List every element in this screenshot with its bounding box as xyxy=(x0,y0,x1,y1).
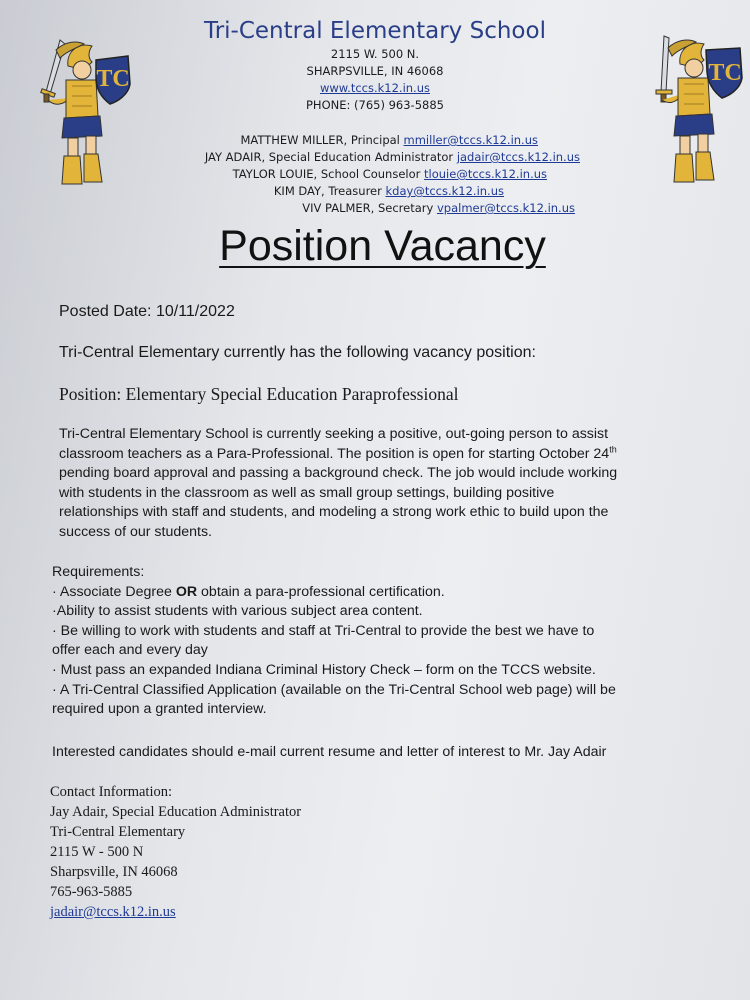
position-title: Position: Elementary Special Education Paraprofessional xyxy=(59,384,459,404)
page-title: Position Vacancy xyxy=(219,222,546,270)
school-city: SHARPSVILLE, IN 46068 xyxy=(306,64,444,78)
intro-text: Tri-Central Elementary currently has the following vacancy position: xyxy=(59,344,536,361)
contact-org: Tri-Central Elementary xyxy=(50,824,186,840)
staff-row: JAY ADAIR, Special Education Administrator jadair@tccs.k12.in.us xyxy=(204,150,580,164)
school-street: 2115 W. 500 N. xyxy=(330,47,420,61)
contact-phone: 765-963-5885 xyxy=(50,884,133,900)
helmet-icon xyxy=(668,40,704,77)
email-link[interactable]: vpalmer@tccs.k12.in.us xyxy=(436,201,575,215)
trojan-mascot-right xyxy=(646,34,744,190)
staff-row: TAYLOR LOUIE, School Counselor tlouie@tccs.k12.in.us xyxy=(232,167,547,181)
trojan-mascot-left xyxy=(36,36,134,192)
contact-email-link[interactable]: jadair@tccs.k12.in.us xyxy=(50,904,176,920)
shield-icon xyxy=(706,48,742,98)
school-name: Tri-Central Elementary School xyxy=(204,18,546,44)
email-link[interactable]: tlouie@tccs.k12.in.us xyxy=(424,167,547,181)
svg-text:TC: TC xyxy=(708,60,742,86)
list-item: required upon a granted interview. xyxy=(52,701,267,718)
list-item: · A Tri-Central Classified Application (available on the Tri-Central School web page) will be xyxy=(52,681,616,698)
school-phone: PHONE: (765) 963-5885 xyxy=(306,98,444,112)
email-link[interactable]: mmiller@tccs.k12.in.us xyxy=(403,133,538,147)
staff-row: MATTHEW MILLER, Principal mmiller@tccs.k12.in.us xyxy=(240,133,538,147)
contact-info xyxy=(50,782,301,922)
helmet-icon xyxy=(56,42,92,79)
contact-street: 2115 W - 500 N xyxy=(50,844,144,860)
list-item: · Must pass an expanded Indiana Criminal History Check – form on the TCCS website. xyxy=(52,661,596,678)
job-description: Tri-Central Elementary School is currently seeking a positive, out-going person to assist classroom teachers as a Para-Professional. The position is open for starting October 24th pending board approval and passing a background check. The job would include working with students in the classroom as well as small group settings, building positive relationships with staff and students, and modeling a strong work ethic to build upon the success of our students. xyxy=(59,426,618,540)
shield-icon xyxy=(96,56,130,104)
email-link[interactable]: jadair@tccs.k12.in.us xyxy=(456,150,580,164)
contact-name: Jay Adair, Special Education Administrator xyxy=(50,804,302,820)
list-item: ·Ability to assist students with various subject area content. xyxy=(52,603,423,620)
school-website-link[interactable]: www.tccs.k12.in.us xyxy=(320,81,430,95)
requirements-list xyxy=(52,563,616,720)
staff-row: KIM DAY, Treasurer kday@tccs.k12.in.us xyxy=(273,184,504,198)
staff-row: VIV PALMER, Secretary vpalmer@tccs.k12.in.us xyxy=(302,201,575,215)
closing-text: Interested candidates should e-mail current resume and letter of interest to Mr. Jay Adair xyxy=(52,744,607,760)
contact-title: Contact Information: xyxy=(50,784,173,800)
list-item: · Associate Degree OR obtain a para-professional certification. xyxy=(52,583,445,600)
email-link[interactable]: kday@tccs.k12.in.us xyxy=(385,184,504,198)
contact-city: Sharpsville, IN 46068 xyxy=(50,864,178,880)
requirements-title: Requirements: xyxy=(52,564,145,580)
posted-date: Posted Date: 10/11/2022 xyxy=(59,303,235,320)
svg-text:TC: TC xyxy=(96,66,130,92)
list-item: · Be willing to work with students and staff at Tri-Central to provide the best we have to xyxy=(52,622,595,639)
list-item: offer each and every day xyxy=(52,642,208,659)
